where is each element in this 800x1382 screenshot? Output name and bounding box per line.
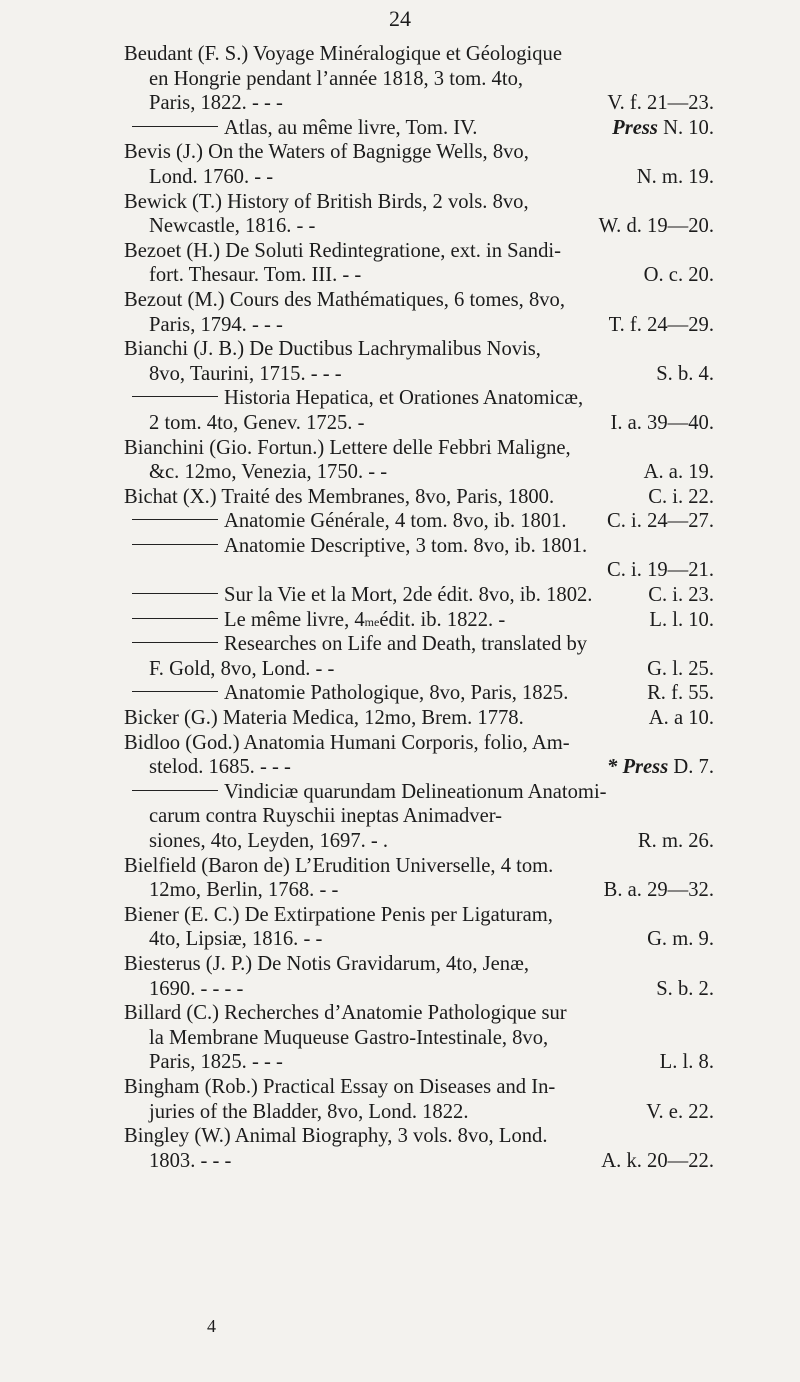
entry-text: Bianchini (Gio. Fortun.) Lettere delle Febbri Maligne, (124, 436, 571, 459)
shelf-mark: R. f. 55. (647, 682, 714, 705)
shelf-reference (600, 411, 714, 436)
ditto-dash (132, 790, 218, 791)
entry-text: Anatomie Pathologique, 8vo, Paris, 1825. (224, 682, 569, 705)
entry-line (124, 706, 714, 731)
entry-text: 8vo, Taurini, 1715. - - - (149, 362, 342, 385)
shelf-reference (628, 829, 714, 854)
entry-line (124, 313, 714, 338)
shelf-mark: I. a. 39—40. (610, 411, 714, 434)
entry-line (124, 239, 714, 264)
shelf-reference (597, 558, 714, 583)
entry-text: Biesterus (J. P.) De Notis Gravidarum, 4to, Jenæ, (124, 952, 529, 975)
shelf-mark: S. b. 4. (656, 362, 714, 385)
entry-line (124, 288, 714, 313)
entry-line (124, 755, 714, 780)
entry-text: Paris, 1822. - - - (149, 92, 283, 115)
entry-line (124, 927, 714, 952)
entry-line (124, 485, 714, 510)
entry-text: la Membrane Muqueuse Gastro-Intestinale, 8vo, (149, 1026, 549, 1049)
ditto-dash (132, 544, 218, 545)
entry-line (124, 460, 714, 485)
entry-line (124, 362, 714, 387)
catalogue-entry (124, 509, 714, 534)
catalogue-entry (124, 140, 714, 189)
entry-line (124, 804, 714, 829)
entry-text: édit. ib. 1822. - (379, 608, 506, 631)
catalogue-entry (124, 386, 714, 435)
shelf-reference (639, 706, 714, 731)
press-label: * Press (607, 756, 669, 779)
ditto-dash (132, 593, 218, 594)
entry-line (124, 91, 714, 116)
entry-text: Paris, 1794. - - - (149, 313, 283, 336)
entry-text: Vindiciæ quarundam Delineationum Anatomi- (224, 780, 607, 803)
entry-line (124, 632, 714, 657)
entry-text: Biener (E. C.) De Extirpatione Penis per Ligaturam, (124, 903, 553, 926)
entry-text: Bingham (Rob.) Practical Essay on Diseases and In- (124, 1075, 556, 1098)
catalogue-entry (124, 952, 714, 1001)
shelf-mark: C. i. 22. (648, 485, 714, 508)
shelf-reference (638, 583, 714, 608)
shelf-mark: V. f. 21—23. (607, 92, 714, 115)
entry-text: Bidloo (God.) Anatomia Humani Corporis, folio, Am- (124, 731, 570, 754)
entry-text: fort. Thesaur. Tom. III. - - (149, 264, 362, 287)
shelf-mark: D. 7. (673, 756, 714, 779)
entry-text: Bezout (M.) Cours des Mathématiques, 6 tomes, 8vo, (124, 288, 565, 311)
press-label: Press (612, 116, 658, 139)
entry-text: Le même livre, 4 (224, 608, 365, 631)
entry-line (124, 1149, 714, 1174)
shelf-mark: S. b. 2. (656, 977, 714, 1000)
entry-text: en Hongrie pendant l’année 1818, 3 tom. 4to, (149, 67, 524, 90)
shelf-reference (646, 362, 714, 387)
shelf-mark: G. m. 9. (647, 928, 714, 951)
catalogue-entry (124, 337, 714, 386)
shelf-mark: G. l. 25. (647, 657, 714, 680)
entry-text: Lond. 1760. - - (149, 165, 274, 188)
catalogue-entry (124, 854, 714, 903)
shelf-reference (594, 878, 714, 903)
entry-line (124, 509, 714, 534)
entry-line (124, 214, 714, 239)
catalogue-entry (124, 608, 714, 633)
entry-text: Anatomie Générale, 4 tom. 8vo, ib. 1801. (224, 510, 567, 533)
shelf-reference (597, 755, 714, 780)
shelf-reference (599, 313, 714, 338)
catalogue-entry (124, 632, 714, 681)
entry-line (124, 1026, 714, 1051)
signature-mark: 4 (207, 1316, 216, 1336)
entry-line (124, 411, 714, 436)
ditto-dash (132, 396, 218, 397)
shelf-mark: L. l. 10. (649, 608, 714, 631)
entry-text: Bicker (G.) Materia Medica, 12mo, Brem. 1778. (124, 707, 524, 730)
entry-line (124, 140, 714, 165)
entry-line (124, 657, 714, 682)
entry-line (124, 854, 714, 879)
entry-text: Bianchi (J. B.) De Ductibus Lachrymalibus Novis, (124, 338, 541, 361)
catalogue-entry (124, 42, 714, 116)
catalogue-entry (124, 534, 714, 583)
entry-line (124, 165, 714, 190)
shelf-mark: B. a. 29—32. (603, 879, 714, 902)
shelf-mark: N. 10. (663, 116, 714, 139)
entry-line (124, 67, 714, 92)
catalogue-entry (124, 485, 714, 510)
entry-text: Billard (C.) Recherches d’Anatomie Pathologique sur (124, 1002, 567, 1025)
catalogue-entry (124, 583, 714, 608)
entry-line (124, 386, 714, 411)
entry-text: Anatomie Descriptive, 3 tom. 8vo, ib. 1801. (224, 534, 588, 557)
catalogue-entries (124, 42, 714, 1173)
entry-line (124, 878, 714, 903)
catalogue-entry (124, 436, 714, 485)
page-number: 24 (389, 6, 411, 31)
entry-line (124, 190, 714, 215)
catalogue-entry (124, 1075, 714, 1124)
shelf-mark: A. a 10. (648, 707, 714, 730)
entry-line (124, 903, 714, 928)
entry-text: Bingley (W.) Animal Biography, 3 vols. 8vo, Lond. (124, 1125, 548, 1148)
entry-line (124, 116, 714, 141)
entry-line (124, 263, 714, 288)
shelf-mark: W. d. 19—20. (598, 215, 714, 238)
entry-text: Paris, 1825. - - - (149, 1051, 283, 1074)
entry-text: Bezoet (H.) De Soluti Redintegratione, ext. in Sandi- (124, 239, 561, 262)
shelf-mark: R. m. 26. (637, 830, 714, 852)
shelf-reference (636, 1100, 714, 1125)
entry-line (124, 1050, 714, 1075)
entry-text: &c. 12mo, Venezia, 1750. - - (149, 461, 388, 484)
shelf-reference (602, 116, 714, 141)
entry-line (124, 829, 714, 854)
shelf-reference (637, 657, 714, 682)
entry-line (124, 1075, 714, 1100)
entry-line (124, 436, 714, 461)
entry-text: 12mo, Berlin, 1768. - - (149, 879, 339, 902)
entry-line (124, 558, 714, 583)
entry-text: F. Gold, 8vo, Lond. - - (149, 657, 335, 680)
ditto-dash (132, 642, 218, 643)
shelf-reference (638, 485, 714, 510)
catalogue-entry (124, 903, 714, 952)
shelf-reference (639, 608, 714, 633)
catalogue-entry (124, 1124, 714, 1173)
entry-line (124, 1100, 714, 1125)
entry-line (124, 534, 714, 559)
catalogue-entry (124, 190, 714, 239)
shelf-mark: N. m. 19. (636, 165, 714, 188)
entry-text: Bevis (J.) On the Waters of Bagnigge Wells, 8vo, (124, 141, 529, 164)
shelf-reference (591, 1149, 714, 1174)
entry-line (124, 337, 714, 362)
entry-text: stelod. 1685. - - - (149, 756, 291, 779)
entry-line (124, 731, 714, 756)
catalogue-entry (124, 681, 714, 706)
entry-line: Le même livre, 4 me édit. ib. 1822. - L. l. 10. (124, 608, 714, 633)
entry-line (124, 780, 714, 805)
shelf-reference (646, 977, 714, 1002)
entry-line (124, 583, 714, 608)
shelf-reference (650, 1050, 714, 1075)
shelf-reference (597, 91, 714, 116)
entry-line (124, 1001, 714, 1026)
entry-text: Sur la Vie et la Mort, 2de édit. 8vo, ib. 1802. (224, 584, 593, 607)
shelf-mark: T. f. 24—29. (608, 313, 714, 336)
catalogue-entry (124, 288, 714, 337)
catalogue-entry (124, 706, 714, 731)
shelf-mark: A. a. 19. (643, 461, 714, 484)
entry-line (124, 681, 714, 706)
entry-text: 2 tom. 4to, Genev. 1725. - (149, 411, 365, 434)
entry-text: Bielfield (Baron de) L’Erudition Universelle, 4 tom. (124, 854, 554, 877)
shelf-mark: C. i. 19—21. (607, 559, 714, 582)
ditto-dash (132, 691, 218, 692)
entry-text: siones, 4to, Leyden, 1697. - . (149, 830, 389, 852)
shelf-reference (634, 460, 714, 485)
ditto-dash (132, 618, 218, 619)
shelf-mark: A. k. 20—22. (601, 1149, 714, 1172)
entry-line (124, 952, 714, 977)
catalogue-entry (124, 116, 714, 141)
entry-text: 4to, Lipsiæ, 1816. - - (149, 928, 323, 951)
entry-text: Researches on Life and Death, translated by (224, 633, 588, 656)
entry-text: Bichat (X.) Traité des Membranes, 8vo, Paris, 1800. (124, 485, 555, 508)
entry-line (124, 42, 714, 67)
shelf-reference (597, 509, 714, 534)
shelf-mark: C. i. 23. (648, 584, 714, 607)
catalogue-entry (124, 780, 714, 854)
entry-line (124, 977, 714, 1002)
shelf-mark: V. e. 22. (646, 1100, 714, 1123)
shelf-reference (627, 165, 714, 190)
entry-text: 1690. - - - - (149, 977, 244, 1000)
catalogue-entry (124, 239, 714, 288)
entry-text: Beudant (F. S.) Voyage Minéralogique et Géologique (124, 43, 562, 65)
entry-text: carum contra Ruyschii ineptas Animadver- (149, 805, 503, 828)
shelf-mark: O. c. 20. (643, 264, 714, 287)
entry-text: Historia Hepatica, et Orationes Anatomicæ, (224, 387, 584, 410)
entry-text: Bewick (T.) History of British Birds, 2 vols. 8vo, (124, 190, 529, 213)
shelf-mark: L. l. 8. (659, 1051, 714, 1074)
shelf-reference (634, 263, 714, 288)
entry-text: Atlas, au même livre, Tom. IV. (224, 116, 478, 139)
catalogue-entry (124, 731, 714, 780)
entry-text: Newcastle, 1816. - - (149, 215, 316, 238)
entry-line (124, 1124, 714, 1149)
entry-text: 1803. - - - (149, 1149, 232, 1172)
shelf-reference (589, 214, 714, 239)
ditto-dash (132, 126, 218, 127)
shelf-reference (637, 681, 714, 706)
shelf-mark: C. i. 24—27. (607, 510, 714, 533)
entry-text: juries of the Bladder, 8vo, Lond. 1822. (149, 1100, 469, 1123)
catalogue-entry (124, 1001, 714, 1075)
ditto-dash (132, 519, 218, 520)
shelf-reference (637, 927, 714, 952)
